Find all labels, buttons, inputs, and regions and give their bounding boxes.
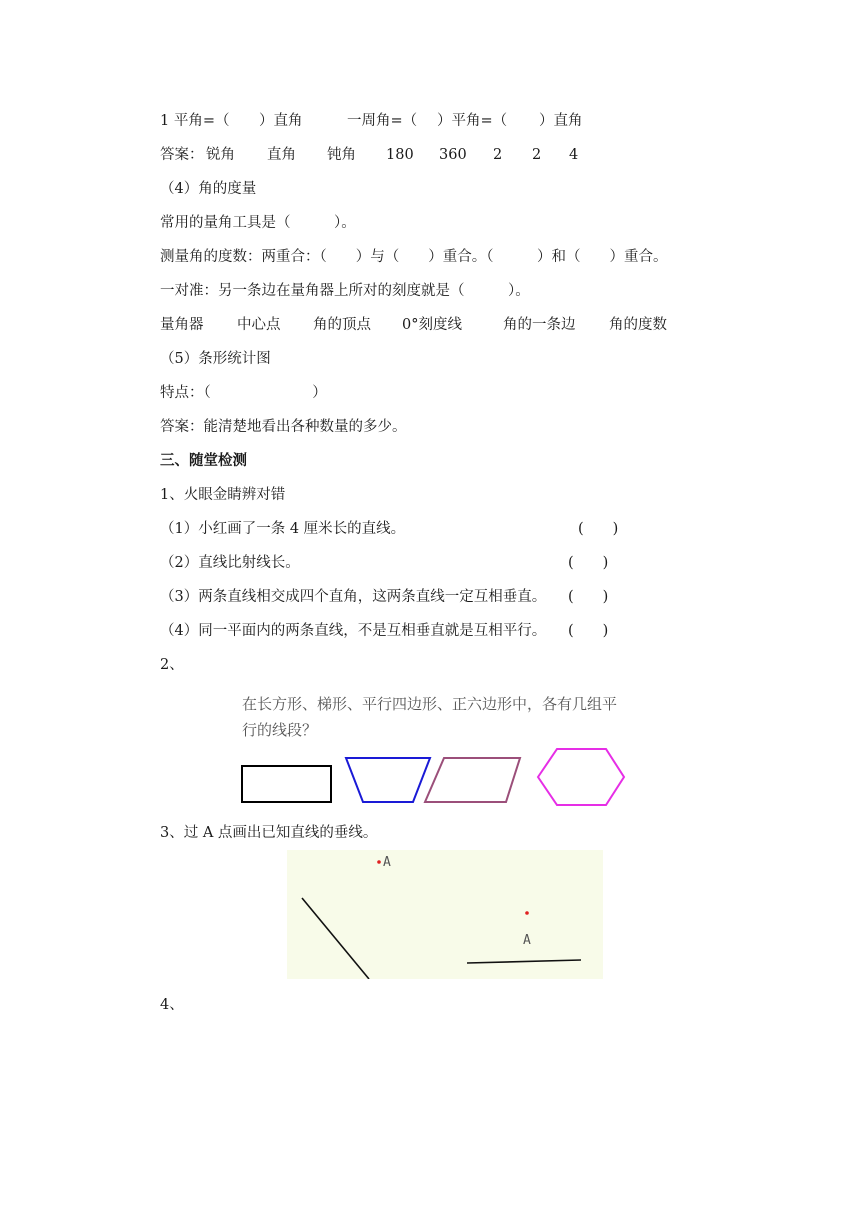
tf-text: （3）两条直线相交成四个直角，这两条直线一定互相垂直。: [160, 589, 547, 605]
tf-text: （4）同一平面内的两条直线，不是互相垂直就是互相平行。: [160, 623, 547, 639]
point-label-a-1: A: [383, 855, 391, 870]
point-a-1: [377, 860, 381, 864]
parallelogram-shape: [425, 758, 520, 802]
trapezoid-shape: [346, 758, 430, 802]
question-3-title: 3、过 A 点画出已知直线的垂线。: [160, 825, 378, 841]
tf-answer-paren[interactable]: ( ): [568, 623, 609, 639]
question-4-number: 4、: [160, 997, 184, 1013]
figure-question-line-2: 行的线段？: [242, 721, 318, 739]
answer-item: 180: [386, 147, 414, 163]
line-angle-relations: [160, 111, 620, 131]
text-right-angle-2: ）直角: [539, 113, 583, 129]
line-answers-2: [160, 315, 680, 335]
text-feature-answer: 答案：能清楚地看出各种数量的多少。: [160, 419, 407, 435]
tf-answer-paren[interactable]: ( ): [568, 589, 609, 605]
text-protractor-question: 常用的量角工具是（ ）。: [160, 215, 356, 231]
given-line-1: [302, 898, 369, 979]
section-heading-practice: 三、随堂检测: [160, 452, 247, 469]
tf-item-3: [160, 587, 640, 607]
point-label-a-2: A: [523, 933, 531, 948]
answer-item: 角的一条边: [503, 317, 576, 333]
given-line-2: [467, 960, 581, 963]
answer-item: 2: [532, 147, 542, 163]
answer-item: 锐角: [206, 147, 235, 163]
text-flat-angle: 1 平角=（: [160, 113, 230, 129]
tf-text: （2）直线比射线长。: [160, 555, 300, 571]
figure-parallel-shapes: [232, 688, 652, 810]
answer-prefix: 答案：: [160, 147, 204, 163]
tf-item-1: [160, 519, 640, 539]
point-a-2: [525, 911, 529, 915]
figure-question-line-1: 在长方形、梯形、平行四边形、正六边形中，各有几组平: [242, 695, 618, 713]
rectangle-shape: [242, 766, 331, 802]
tf-answer-paren[interactable]: ( ): [568, 555, 609, 571]
tf-item-2: [160, 553, 640, 573]
text-full-angle: 一周角=（: [347, 113, 418, 129]
answer-item: 角的顶点: [313, 317, 371, 333]
section-angle-measure: （4）角的度量: [160, 181, 257, 197]
text-flat-angle-2: ）平角=（: [437, 113, 508, 129]
answer-item: 量角器: [160, 317, 204, 333]
tf-item-4: [160, 621, 640, 641]
answer-item: 中心点: [237, 317, 281, 333]
tf-answer-paren[interactable]: ( ): [578, 521, 619, 537]
answer-item: 0°刻度线: [402, 317, 462, 333]
text-right-angle-1: ）直角: [259, 113, 303, 129]
figure-perpendicular: [287, 850, 603, 979]
answer-item: 钝角: [327, 147, 356, 163]
line-answers-1: [160, 145, 600, 165]
shapes-svg: [232, 688, 652, 810]
question-1-title: 1、火眼金睛辨对错: [160, 487, 286, 503]
tf-text: （1）小红画了一条 4 厘米长的直线。: [160, 521, 406, 537]
answer-item: 角的度数: [609, 317, 667, 333]
text-two-coincide: 测量角的度数：两重合：（ ）与（ ）重合。（ ）和（ ）重合。: [160, 249, 668, 265]
answer-item: 直角: [267, 147, 296, 163]
question-2-number: 2、: [160, 657, 184, 673]
perpendicular-svg: [287, 850, 603, 979]
text-feature: 特点：（ ）: [160, 385, 327, 401]
hexagon-shape: [538, 749, 624, 805]
section-bar-chart: （5）条形统计图: [160, 351, 271, 367]
answer-item: 2: [493, 147, 503, 163]
answer-item: 360: [439, 147, 467, 163]
text-one-align: 一对准：另一条边在量角器上所对的刻度就是（ ）。: [160, 283, 530, 299]
answer-item: 4: [569, 147, 579, 163]
